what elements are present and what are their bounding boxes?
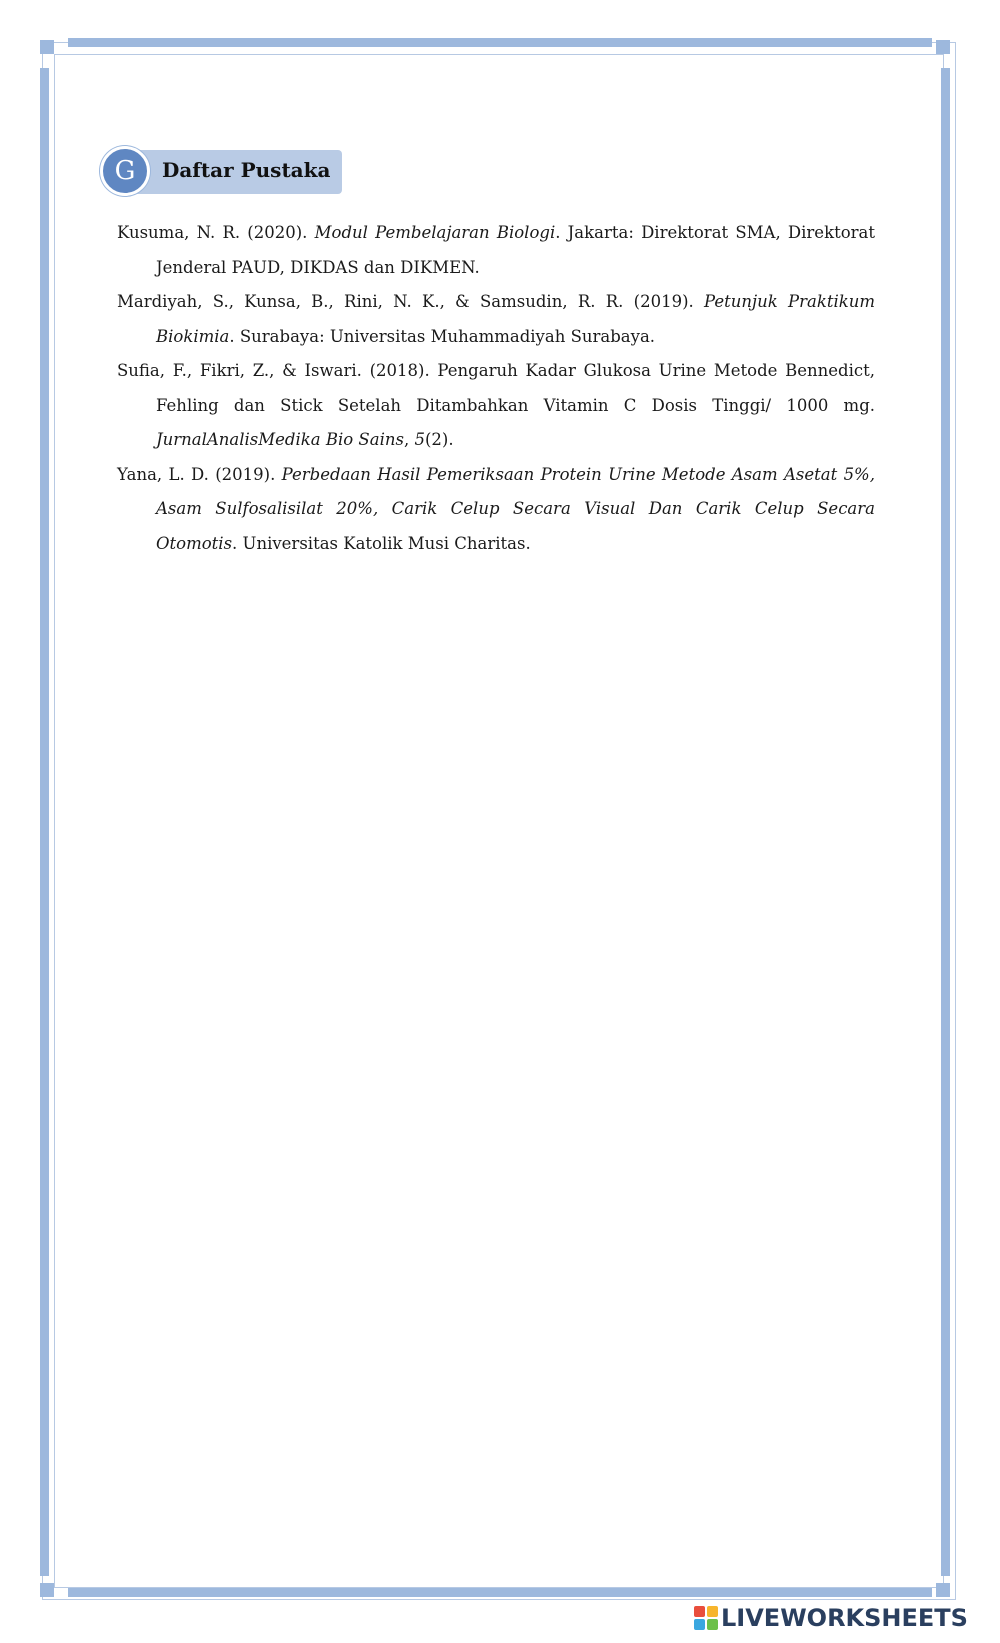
- reference-item: [117, 458, 875, 562]
- page-frame-right: [941, 68, 950, 1576]
- reference-text: Yana, L. D. (2019).: [117, 464, 282, 484]
- reference-item: [117, 285, 875, 354]
- reference-text: Kusuma, N. R. (2020).: [117, 223, 315, 242]
- logo-tile: [694, 1619, 705, 1630]
- frame-corner-bottom-left: [40, 1583, 54, 1597]
- reference-text: Sufia, F., Fikri, Z., & Iswari. (2018). Pengaruh Kadar Glukosa Urine Metode Bennedict, Fehling dan Stick Setelah Ditambahkan Vitamin C Dosis Tinggi/ 1000 mg.: [117, 361, 875, 415]
- frame-corner-top-right: [936, 40, 950, 54]
- liveworksheets-watermark: [694, 1603, 994, 1633]
- reference-journal: JurnalAnalisMedika Bio Sains: [156, 430, 404, 449]
- reference-title: Perbedaan Hasil Pemeriksaan Protein Urine Metode Asam Asetat 5%, Asam Sulfosalisilat 20%, Carik Celup Secara Visual Dan Carik Celup Secara Otomotis: [156, 464, 875, 553]
- section-heading: [100, 146, 350, 198]
- reference-item: [117, 354, 875, 458]
- reference-text: ,: [403, 430, 415, 449]
- logo-tile: [694, 1606, 705, 1617]
- logo-tile: [707, 1619, 718, 1630]
- section-title: Daftar Pustaka: [162, 158, 331, 182]
- reference-volume: 5: [414, 430, 425, 449]
- reference-text: (2).: [424, 430, 454, 449]
- page-frame-top: [68, 38, 932, 47]
- frame-corner-bottom-right: [936, 1583, 950, 1597]
- reference-title: Modul Pembelajaran Biologi: [314, 223, 556, 242]
- reference-text: . Universitas Katolik Musi Charitas.: [232, 533, 531, 553]
- reference-item: [117, 216, 875, 285]
- page-frame-bottom: [68, 1588, 932, 1597]
- page-frame-left: [40, 68, 49, 1576]
- reference-text: . Surabaya: Universitas Muhammadiyah Surabaya.: [229, 326, 656, 346]
- reference-list: [117, 216, 875, 561]
- reference-text: Mardiyah, S., Kunsa, B., Rini, N. K., & Samsudin, R. R. (2019).: [117, 292, 704, 311]
- watermark-text: LIVEWORKSHEETS: [721, 1604, 968, 1632]
- logo-tile: [707, 1606, 718, 1617]
- liveworksheets-logo-icon: [694, 1606, 718, 1630]
- reference-text: . Jakarta: Direktorat SMA, Direktorat Jenderal PAUD, DIKDAS dan DIKMEN.: [156, 223, 875, 277]
- section-letter-badge: G: [100, 146, 150, 196]
- frame-corner-top-left: [40, 40, 54, 54]
- reference-title: Petunjuk Praktikum Biokimia: [156, 292, 875, 346]
